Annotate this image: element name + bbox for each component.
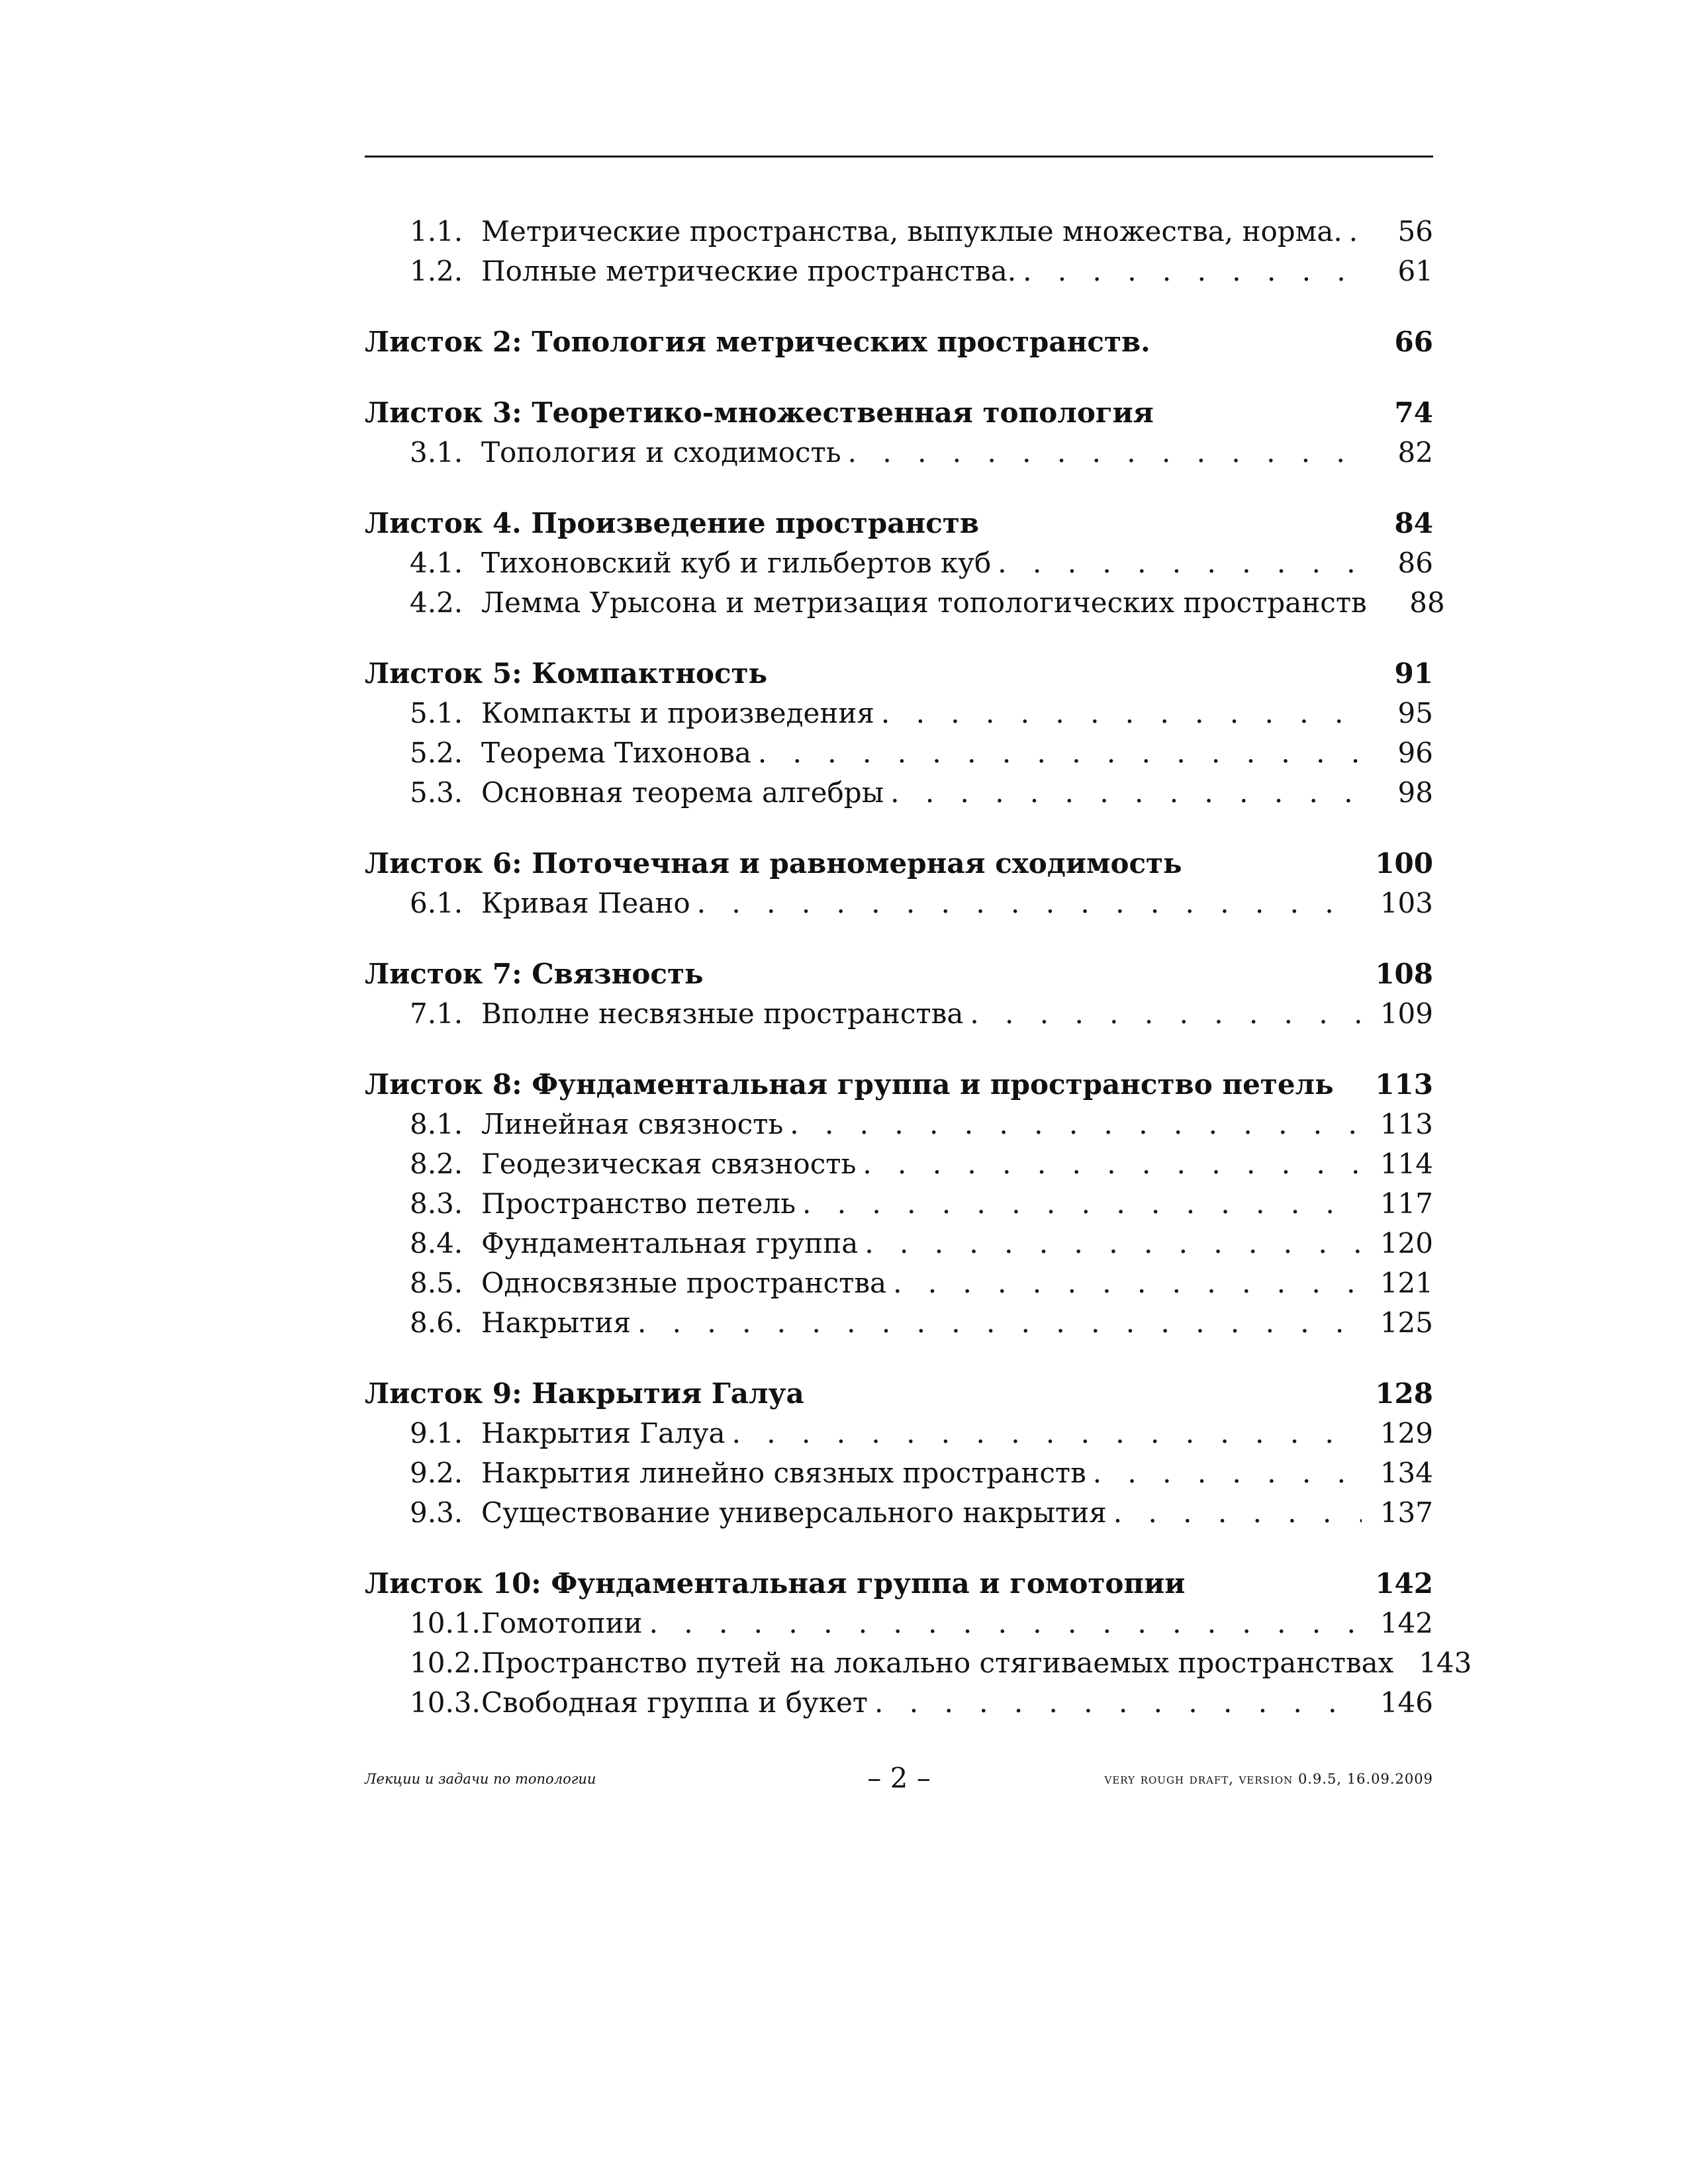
toc-entry-number-cell [365, 1184, 481, 1224]
toc-entry-number: 5.3. [410, 776, 463, 809]
toc-entry-page: 134 [1380, 1457, 1433, 1489]
toc-entry-number-cell [365, 433, 481, 473]
toc-entry-title: Существование универсального накрытия [481, 1496, 1107, 1529]
toc-dot-leader [790, 1105, 1362, 1144]
toc-dot-leader [637, 1303, 1362, 1343]
toc-entry-title: Основная теорема алгебры [481, 776, 884, 809]
toc-dot-leader [697, 884, 1362, 923]
toc-dot-leader [881, 694, 1362, 733]
toc-entry-title: Тихоновский куб и гильбертов куб [481, 547, 992, 579]
toc-sheet-section [365, 844, 1433, 923]
toc-dot-leader [863, 1144, 1362, 1184]
toc-entry-page: 117 [1380, 1187, 1433, 1220]
toc-entry-number: 8.2. [410, 1148, 463, 1180]
toc-entry-number: 7.1. [410, 997, 463, 1030]
toc-entry[interactable] [365, 1303, 1433, 1343]
toc-dot-leader [890, 773, 1362, 813]
toc-dot-leader [865, 1224, 1362, 1263]
toc-entry-number: 1.2. [410, 255, 463, 287]
toc-entry-number-cell [365, 1144, 481, 1184]
toc-entry-page: 121 [1380, 1267, 1433, 1299]
toc-entry-title: Гомотопии [481, 1607, 643, 1639]
toc-entry-number-cell [365, 994, 481, 1034]
toc-entry-number-cell [365, 884, 481, 923]
toc-entry[interactable] [365, 1105, 1433, 1144]
toc-dot-leader [1349, 212, 1362, 251]
toc-sheet-title: Листок 7: Связность [365, 958, 704, 990]
toc-entry-number: 8.1. [410, 1108, 463, 1140]
toc-dot-leader [802, 1184, 1362, 1224]
toc-entry[interactable] [365, 1263, 1433, 1303]
toc-sheet-section [365, 393, 1433, 473]
toc-entry-number-cell [365, 543, 481, 583]
toc-entry[interactable] [365, 1224, 1433, 1263]
toc-entry-number-cell [365, 1604, 481, 1643]
toc-entry-page: 56 [1397, 215, 1433, 248]
toc-entry-number: 9.2. [410, 1457, 463, 1489]
toc-sheet-heading[interactable] [365, 1564, 1433, 1604]
toc-entry[interactable] [365, 1604, 1433, 1643]
table-of-contents [365, 212, 1472, 1754]
toc-sheet-page: 108 [1375, 958, 1433, 990]
page-number: – 2 – [867, 1762, 931, 1794]
toc-entry-page: 146 [1380, 1686, 1433, 1719]
toc-entry-number-cell [365, 733, 481, 773]
toc-entry-title: Метрические пространства, выпуклые множества, норма. [481, 215, 1342, 248]
toc-entry-title: Геодезическая связность [481, 1148, 857, 1180]
toc-sheet-section [365, 504, 1445, 623]
toc-entry[interactable] [365, 773, 1433, 813]
toc-entry[interactable] [365, 1453, 1433, 1493]
toc-entry[interactable] [365, 1493, 1433, 1533]
toc-entry-title: Компакты и произведения [481, 697, 874, 729]
toc-entry-title: Накрытия линейно связных пространств [481, 1457, 1086, 1489]
toc-entry-number: 10.1. [410, 1607, 481, 1639]
toc-sheet-title: Листок 5: Компактность [365, 657, 768, 690]
toc-dot-leader [874, 1683, 1362, 1723]
toc-entry-title: Пространство путей на локально стягиваемых пространствах [481, 1647, 1394, 1679]
toc-entry-number: 9.3. [410, 1496, 463, 1529]
toc-sheet-section [365, 322, 1433, 362]
toc-entry-page: 125 [1380, 1306, 1433, 1339]
toc-entry-number: 8.4. [410, 1227, 463, 1259]
toc-entry-page: 137 [1380, 1496, 1433, 1529]
toc-entry-page: 143 [1419, 1647, 1472, 1679]
toc-entry[interactable] [365, 583, 1445, 623]
toc-sheet-heading[interactable] [365, 1374, 1433, 1414]
toc-dot-leader [758, 733, 1362, 773]
toc-dot-leader [970, 994, 1362, 1034]
toc-entry-number-cell [365, 1683, 481, 1723]
toc-entry-number: 8.6. [410, 1306, 463, 1339]
toc-intro-section [365, 212, 1433, 291]
toc-entry-number: 10.2. [410, 1647, 481, 1679]
footer-version: very rough draft, version 0.9.5, 16.09.2009 [1104, 1771, 1433, 1787]
toc-entry-page: 61 [1397, 255, 1433, 287]
toc-entry-number: 8.3. [410, 1187, 463, 1220]
toc-entry-title: Кривая Пеано [481, 887, 690, 919]
toc-sheet-title: Листок 10: Фундаментальная группа и гомотопии [365, 1567, 1186, 1600]
toc-entry-number-cell [365, 1224, 481, 1263]
toc-sheet-section [365, 954, 1433, 1034]
toc-entry-page: 113 [1380, 1108, 1433, 1140]
toc-sheet-page: 142 [1375, 1567, 1433, 1600]
toc-entry[interactable] [365, 1414, 1433, 1453]
toc-entry[interactable] [365, 994, 1433, 1034]
toc-entry[interactable] [365, 1144, 1433, 1184]
toc-entry-number: 1.1. [410, 215, 463, 248]
toc-entry-number-cell [365, 212, 481, 251]
toc-entry-number-cell [365, 251, 481, 291]
toc-entry-title: Теорема Тихонова [481, 737, 751, 769]
toc-sheet-heading[interactable] [365, 393, 1433, 433]
toc-entry[interactable] [365, 1643, 1472, 1683]
page-footer [365, 1762, 1433, 1801]
footer-book-title: Лекции и задачи по топологии [365, 1771, 596, 1787]
toc-entry-page: 114 [1380, 1148, 1433, 1180]
toc-entry-number-cell [365, 1263, 481, 1303]
toc-entry[interactable] [365, 884, 1433, 923]
toc-entry-page: 129 [1380, 1417, 1433, 1449]
toc-entry-number-cell [365, 1105, 481, 1144]
toc-sheet-title: Листок 2: Топология метрических пространств. [365, 326, 1150, 358]
toc-sheet-title: Листок 3: Теоретико-множественная топология [365, 396, 1154, 429]
toc-sheet-heading[interactable] [365, 844, 1433, 884]
toc-entry-page: 103 [1380, 887, 1433, 919]
toc-entry-number-cell [365, 583, 481, 623]
toc-dot-leader [1113, 1493, 1362, 1533]
toc-entry-number: 4.1. [410, 547, 463, 579]
toc-dot-leader [1093, 1453, 1362, 1493]
toc-entry-number: 10.3. [410, 1686, 481, 1719]
toc-entry-number: 9.1. [410, 1417, 463, 1449]
toc-entry-title: Накрытия [481, 1306, 631, 1339]
toc-sheet-page: 74 [1394, 396, 1433, 429]
toc-entry-number-cell [365, 694, 481, 733]
toc-entry[interactable] [365, 433, 1433, 473]
toc-entry-title: Пространство петель [481, 1187, 796, 1220]
toc-entry-number: 4.2. [410, 586, 463, 619]
toc-entry-number: 8.5. [410, 1267, 463, 1299]
toc-dot-leader [893, 1263, 1362, 1303]
toc-entry[interactable] [365, 251, 1433, 291]
toc-entry-title: Топология и сходимость [481, 436, 841, 469]
toc-sheet-heading[interactable] [365, 654, 1433, 694]
toc-dot-leader [732, 1414, 1362, 1453]
toc-entry-page: 120 [1380, 1227, 1433, 1259]
toc-sheet-heading[interactable] [365, 504, 1433, 543]
toc-entry[interactable] [365, 1184, 1433, 1224]
toc-entry-page: 88 [1409, 586, 1445, 619]
toc-sheet-section [365, 1374, 1433, 1533]
toc-entry-title: Вполне несвязные пространства [481, 997, 964, 1030]
toc-entry-page: 98 [1397, 776, 1433, 809]
toc-entry[interactable] [365, 694, 1433, 733]
toc-entry[interactable] [365, 1683, 1433, 1723]
toc-sheet-page: 100 [1375, 847, 1433, 880]
toc-entry-title: Свободная группа и букет [481, 1686, 868, 1719]
toc-entry-number-cell [365, 1643, 481, 1683]
toc-entry-page: 142 [1380, 1607, 1433, 1639]
toc-dot-leader [998, 543, 1362, 583]
toc-sheet-title: Листок 4. Произведение пространств [365, 507, 979, 539]
toc-entry-number: 3.1. [410, 436, 463, 469]
toc-entry-page: 82 [1397, 436, 1433, 469]
toc-entry-title: Накрытия Галуа [481, 1417, 726, 1449]
toc-sheet-page: 84 [1394, 507, 1433, 539]
header-rule [365, 156, 1433, 158]
toc-entry-page: 109 [1380, 997, 1433, 1030]
toc-entry-title: Фундаментальная группа [481, 1227, 859, 1259]
toc-sheet-heading[interactable] [365, 954, 1433, 994]
toc-sheet-page: 66 [1394, 326, 1433, 358]
toc-entry-title: Односвязные пространства [481, 1267, 887, 1299]
toc-sheet-title: Листок 9: Накрытия Галуа [365, 1377, 804, 1410]
toc-dot-leader [1023, 251, 1362, 291]
toc-entry-page: 96 [1397, 737, 1433, 769]
toc-entry-title: Линейная связность [481, 1108, 784, 1140]
toc-entry-page: 95 [1397, 697, 1433, 729]
toc-entry-number: 5.2. [410, 737, 463, 769]
toc-entry-number-cell [365, 1414, 481, 1453]
toc-entry[interactable] [365, 543, 1433, 583]
toc-entry[interactable] [365, 212, 1433, 251]
toc-entry-number-cell [365, 1303, 481, 1343]
toc-sheet-title: Листок 6: Поточечная и равномерная сходимость [365, 847, 1182, 880]
toc-entry-number-cell [365, 773, 481, 813]
toc-entry-number-cell [365, 1453, 481, 1493]
toc-dot-leader [649, 1604, 1362, 1643]
toc-entry-title: Лемма Урысона и метризация топологических пространств [481, 586, 1367, 619]
toc-entry-number: 5.1. [410, 697, 463, 729]
toc-sheet-page: 91 [1394, 657, 1433, 690]
toc-dot-leader [848, 433, 1362, 473]
toc-sheet-title: Листок 8: Фундаментальная группа и пространство петель [365, 1068, 1334, 1101]
toc-sheet-section [365, 1065, 1433, 1343]
toc-sheet-section [365, 1564, 1472, 1723]
toc-sheet-page: 113 [1375, 1068, 1433, 1101]
toc-entry-title: Полные метрические пространства. [481, 255, 1017, 287]
toc-entry-number-cell [365, 1493, 481, 1533]
toc-sheet-page: 128 [1375, 1377, 1433, 1410]
toc-entry-page: 86 [1397, 547, 1433, 579]
toc-sheet-section [365, 654, 1433, 813]
toc-sheet-heading[interactable] [365, 322, 1433, 362]
toc-entry-number: 6.1. [410, 887, 463, 919]
toc-entry[interactable] [365, 733, 1433, 773]
toc-sheet-heading[interactable] [365, 1065, 1433, 1105]
